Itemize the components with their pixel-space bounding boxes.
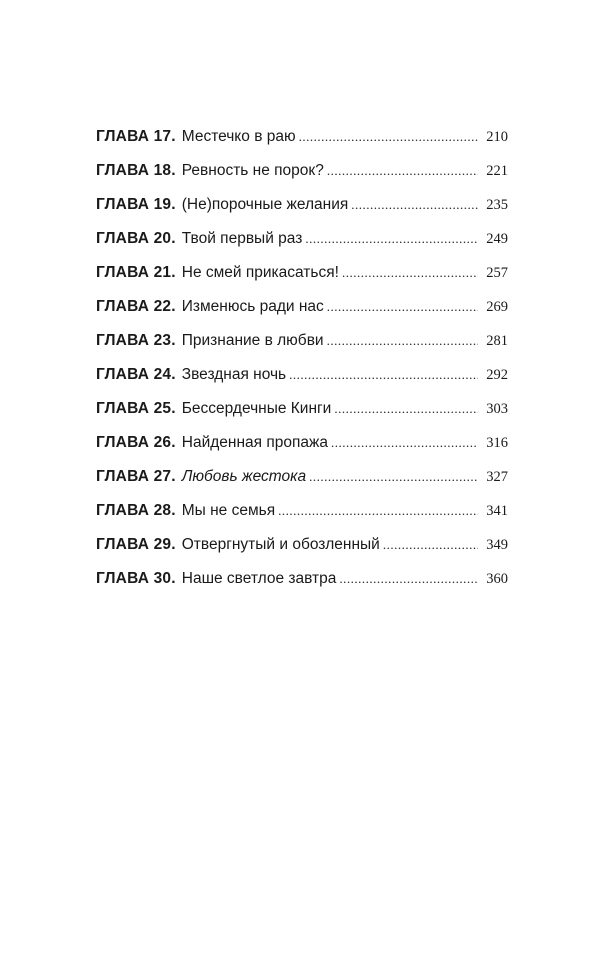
dot-leader bbox=[383, 535, 478, 555]
page-number: 210 bbox=[486, 129, 508, 145]
chapter-label: ГЛАВА 17. bbox=[96, 128, 176, 145]
page-number: 292 bbox=[486, 367, 508, 383]
toc-entry[interactable] bbox=[96, 127, 508, 161]
chapter-title: Местечко в раю bbox=[181, 128, 296, 145]
chapter-label: ГЛАВА 21. bbox=[96, 264, 176, 281]
chapter-label: ГЛАВА 27. bbox=[96, 468, 176, 485]
toc-entry[interactable] bbox=[96, 569, 508, 603]
toc-entry[interactable] bbox=[96, 467, 508, 501]
chapter-label: ГЛАВА 26. bbox=[96, 434, 176, 451]
chapter-label: ГЛАВА 23. bbox=[96, 332, 176, 349]
page-number: 327 bbox=[486, 469, 508, 485]
dot-leader bbox=[351, 195, 478, 215]
page-number: 303 bbox=[486, 401, 508, 417]
toc-entry[interactable] bbox=[96, 501, 508, 535]
toc-entry[interactable] bbox=[96, 263, 508, 297]
dot-leader bbox=[339, 569, 478, 589]
chapter-label: ГЛАВА 22. bbox=[96, 298, 176, 315]
chapter-label: ГЛАВА 28. bbox=[96, 502, 176, 519]
chapter-title: Звездная ночь bbox=[181, 366, 287, 383]
dot-leader bbox=[278, 501, 478, 521]
dot-leader bbox=[327, 331, 478, 351]
chapter-title: Признание в любви bbox=[181, 332, 324, 349]
toc-entry[interactable] bbox=[96, 161, 508, 195]
chapter-title: (Не)порочные желания bbox=[181, 196, 349, 213]
chapter-title: Отвергнутый и обозленный bbox=[181, 536, 380, 553]
chapter-title: Твой первый раз bbox=[181, 230, 303, 247]
page-number: 221 bbox=[486, 163, 508, 179]
dot-leader bbox=[305, 229, 478, 249]
chapter-title: Изменюсь ради нас bbox=[181, 298, 324, 315]
dot-leader bbox=[327, 297, 478, 317]
page-number: 281 bbox=[486, 333, 508, 349]
toc-entry[interactable] bbox=[96, 297, 508, 331]
chapter-title: Найденная пропажа bbox=[181, 434, 328, 451]
chapter-title: Наше светлое завтра bbox=[181, 570, 337, 587]
page-number: 249 bbox=[486, 231, 508, 247]
chapter-title: Любовь жестока bbox=[181, 468, 307, 485]
chapter-label: ГЛАВА 30. bbox=[96, 570, 176, 587]
toc-entry[interactable] bbox=[96, 195, 508, 229]
table-of-contents bbox=[96, 127, 508, 603]
page-number: 316 bbox=[486, 435, 508, 451]
chapter-label: ГЛАВА 20. bbox=[96, 230, 176, 247]
page-number: 257 bbox=[486, 265, 508, 281]
page-number: 235 bbox=[486, 197, 508, 213]
toc-entry[interactable] bbox=[96, 331, 508, 365]
chapter-label: ГЛАВА 29. bbox=[96, 536, 176, 553]
dot-leader bbox=[299, 127, 478, 147]
dot-leader bbox=[342, 263, 478, 283]
chapter-title: Ревность не порок? bbox=[181, 162, 324, 179]
page-number: 360 bbox=[486, 571, 508, 587]
chapter-title: Мы не семья bbox=[181, 502, 276, 519]
dot-leader bbox=[309, 467, 478, 487]
dot-leader bbox=[327, 161, 478, 181]
page-number: 349 bbox=[486, 537, 508, 553]
page-number: 341 bbox=[486, 503, 508, 519]
toc-entry[interactable] bbox=[96, 365, 508, 399]
dot-leader bbox=[334, 399, 478, 419]
toc-entry[interactable] bbox=[96, 433, 508, 467]
page-number: 269 bbox=[486, 299, 508, 315]
dot-leader bbox=[331, 433, 478, 453]
toc-entry[interactable] bbox=[96, 399, 508, 433]
chapter-label: ГЛАВА 25. bbox=[96, 400, 176, 417]
chapter-title: Бессердечные Кинги bbox=[181, 400, 332, 417]
chapter-title: Не смей прикасаться! bbox=[181, 264, 339, 281]
toc-entry[interactable] bbox=[96, 535, 508, 569]
chapter-label: ГЛАВА 19. bbox=[96, 196, 176, 213]
dot-leader bbox=[289, 365, 478, 385]
toc-entry[interactable] bbox=[96, 229, 508, 263]
chapter-label: ГЛАВА 24. bbox=[96, 366, 176, 383]
chapter-label: ГЛАВА 18. bbox=[96, 162, 176, 179]
